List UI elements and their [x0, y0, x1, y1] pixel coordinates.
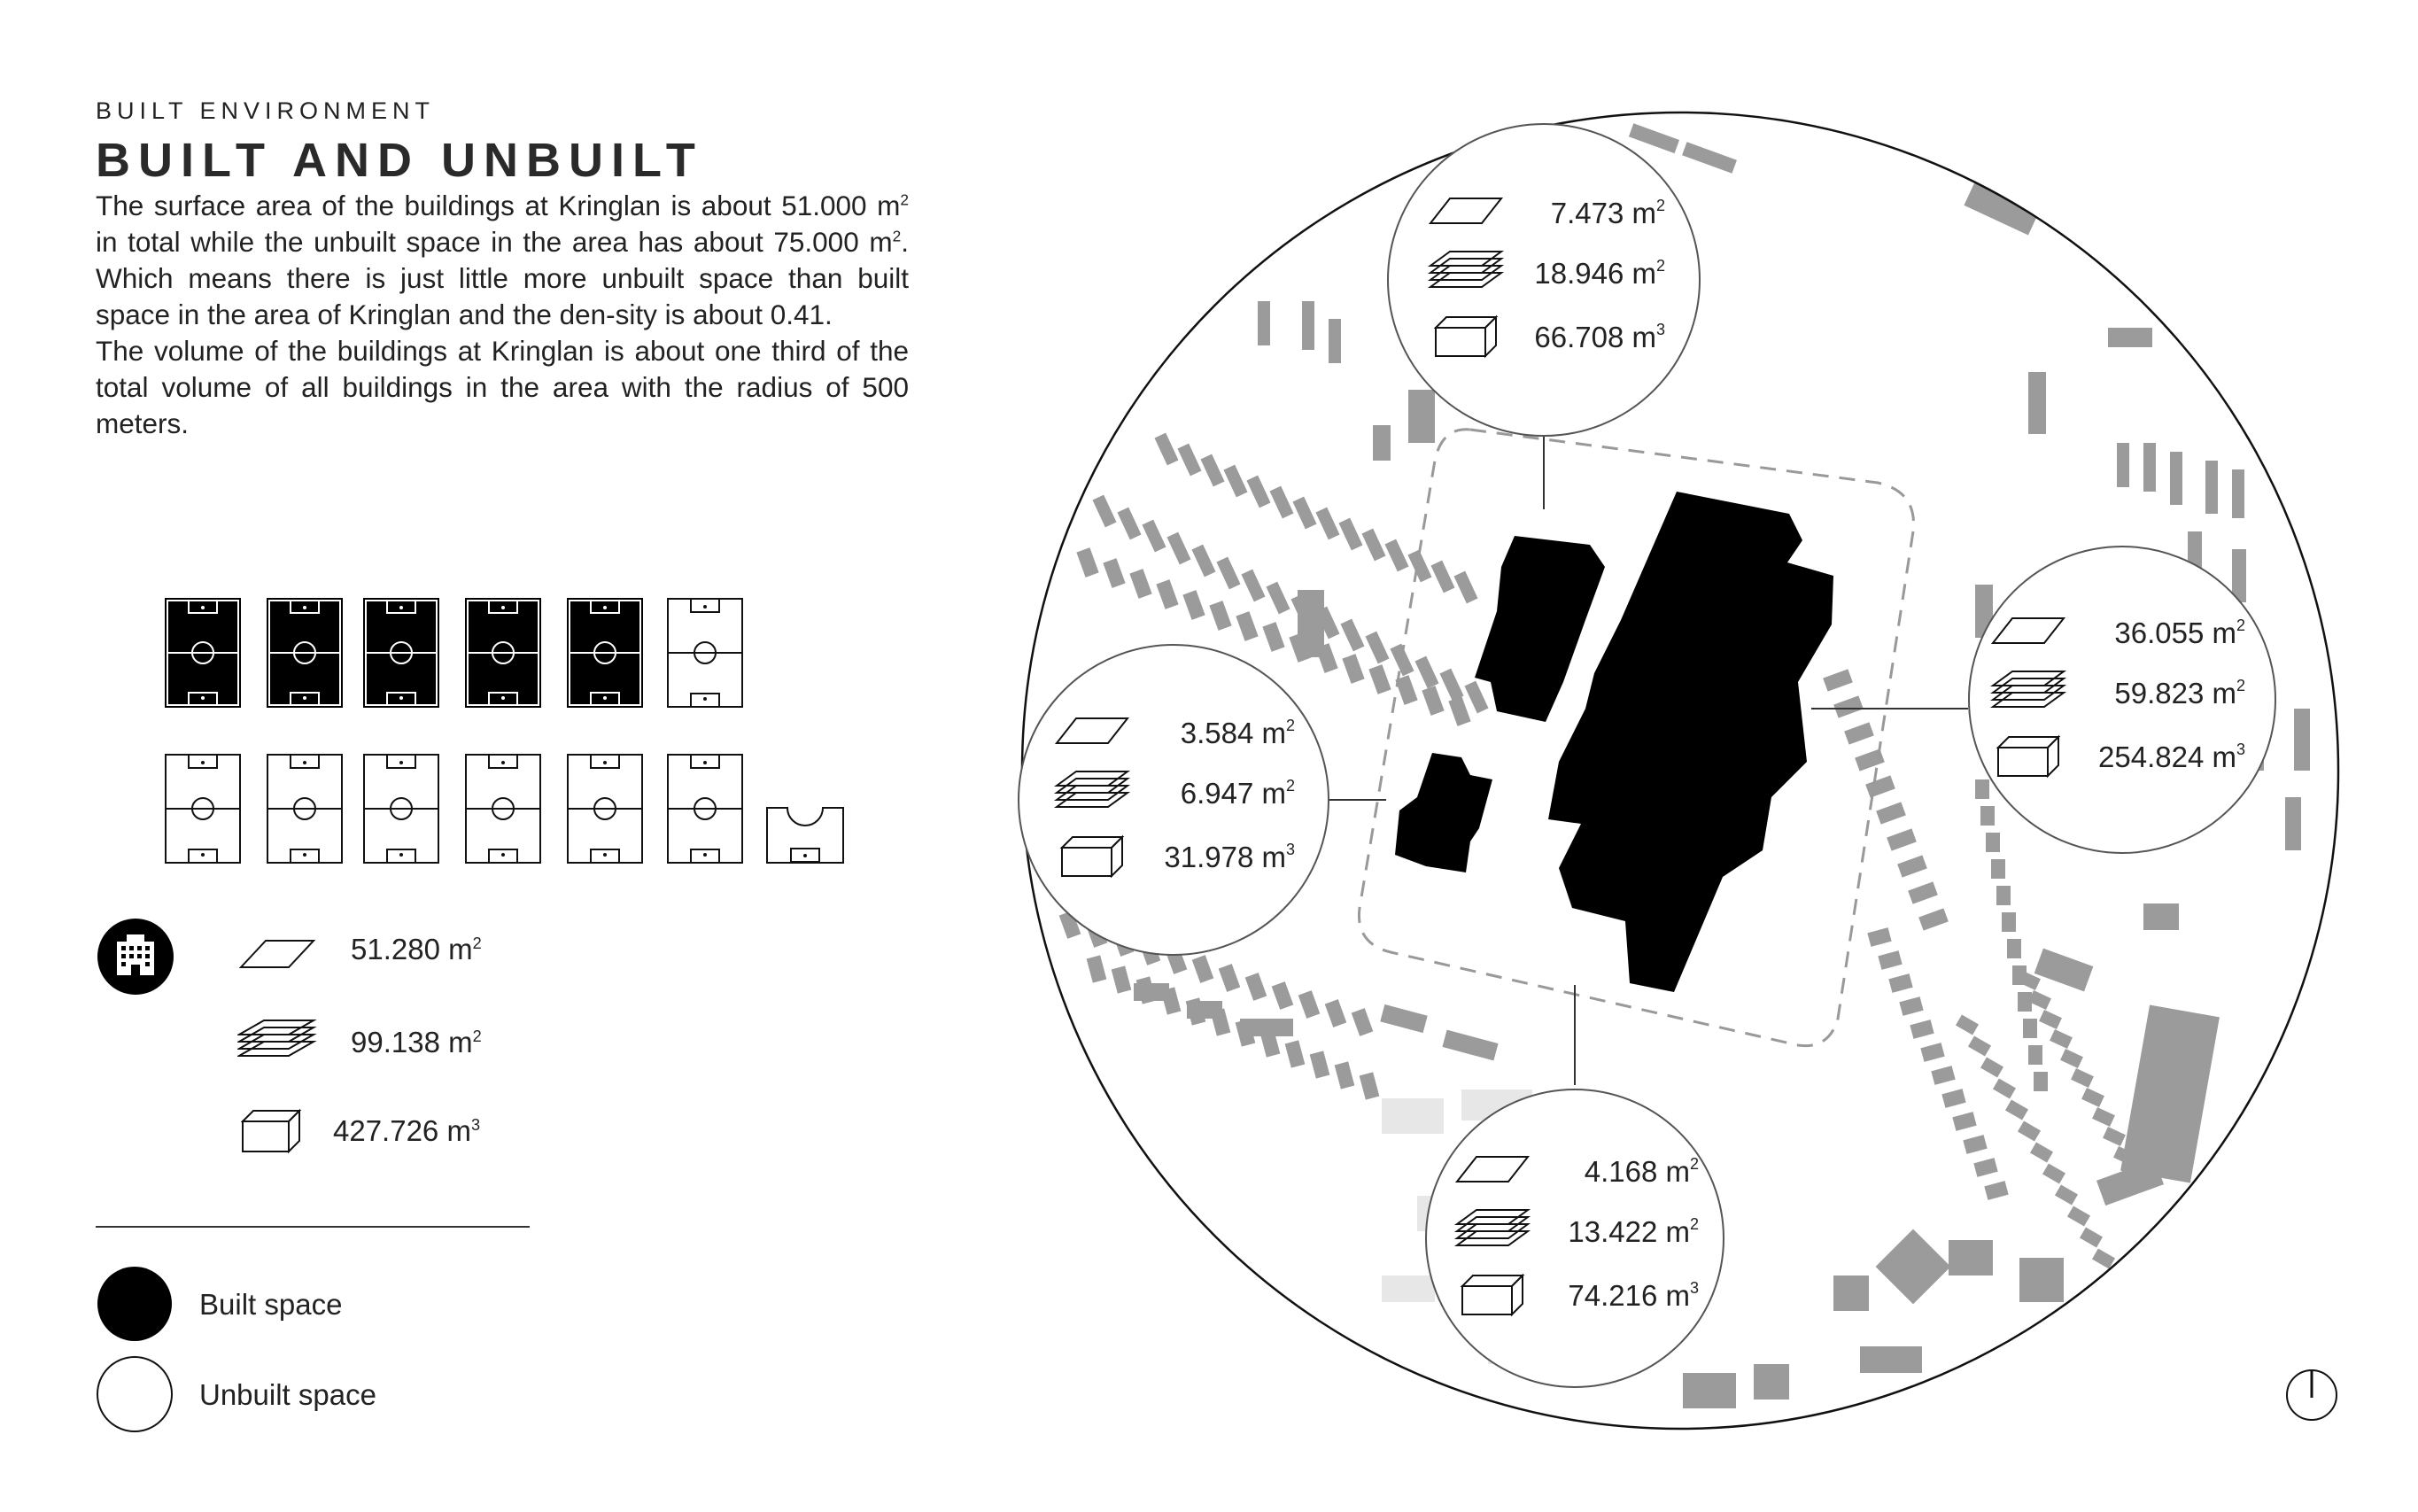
- callout-north-floor-value: 18.946 $m^2$: [1534, 257, 1665, 290]
- callout-south: [1426, 1089, 1724, 1387]
- legend-built-label: Built space: [199, 1288, 343, 1321]
- callout-south-volume-value: 74.216 $m^3$: [1568, 1279, 1699, 1312]
- total-floor-area-value: 99.138 $m^2$: [351, 1026, 482, 1058]
- total-volume-value: 427.726 $m^3$: [333, 1114, 481, 1147]
- section-kicker: BUILT ENVIRONMENT: [96, 97, 436, 124]
- callout-north-volume-value: 66.708 $m^3$: [1534, 321, 1665, 353]
- callout-west-area-value: 3.584 $m^2$: [1180, 717, 1295, 749]
- callout-west: [1019, 645, 1329, 955]
- callout-south-floor-value: 13.422 $m^2$: [1568, 1215, 1699, 1248]
- description-paragraph-2: The volume of the buildings at Kringlan is about one third of the total volume of all buildings in the area with the radius of 500 meters.: [96, 335, 909, 439]
- total-area-value: 51.280 $m^2$: [351, 933, 482, 965]
- callout-south-area-value: 4.168 $m^2$: [1584, 1155, 1699, 1188]
- callout-west-volume-value: 31.978 $m^3$: [1164, 841, 1295, 873]
- legend-unbuilt-label: Unbuilt space: [199, 1378, 376, 1411]
- callout-north: [1388, 124, 1700, 436]
- callout-east-floor-value: 59.823 $m^2$: [2114, 677, 2245, 709]
- north-arrow-icon: [2287, 1370, 2337, 1420]
- callout-west-floor-value: 6.947 $m^2$: [1180, 777, 1295, 810]
- callout-east-area-value: 36.055 $m^2$: [2114, 616, 2245, 649]
- callout-north-area-value: 7.473 $m^2$: [1550, 197, 1665, 229]
- callout-east-volume-value: 254.824 $m^3$: [2098, 740, 2245, 773]
- kringlan-buildings: [1395, 492, 1833, 992]
- callout-east: [1969, 547, 2275, 853]
- description-paragraph-1: The surface area of the buildings at Kringlan is about 51.000 $m^2$ in total while the unbuilt space in the area has about 75.000 $m^2$. Which means there is just little more unbuilt space than built space in the area of Kringlan and the den-sity is about 0.41.: [96, 190, 909, 330]
- page-title: BUILT AND UNBUILT: [96, 134, 703, 187]
